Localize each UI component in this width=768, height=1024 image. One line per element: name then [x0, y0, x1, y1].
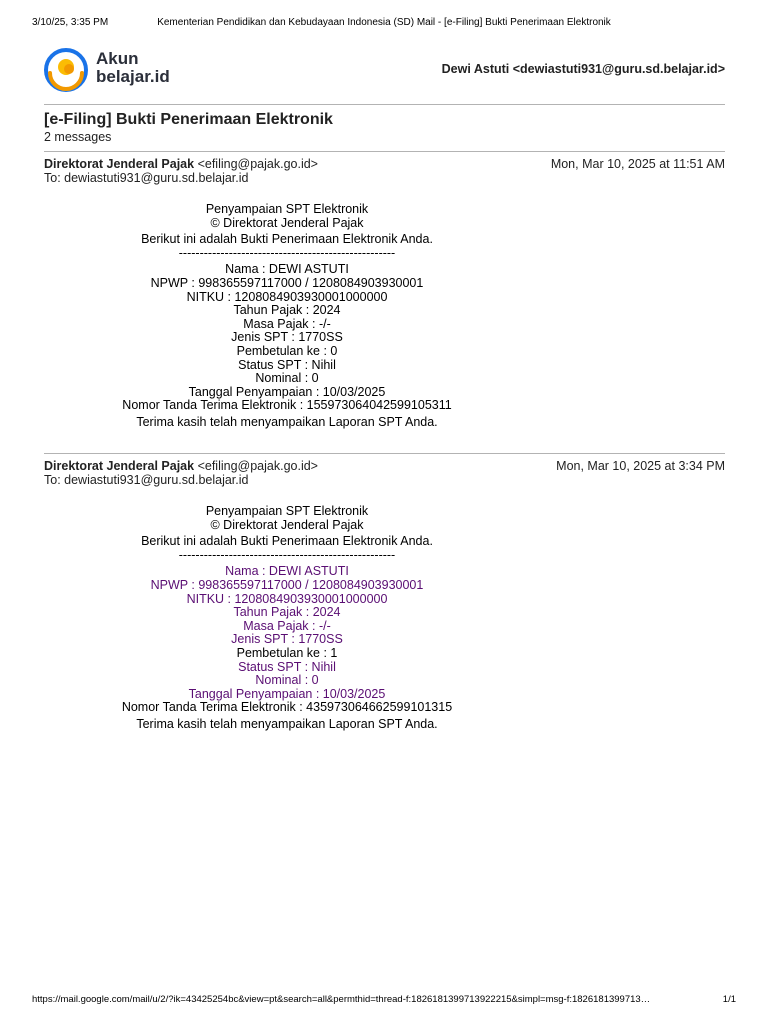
body-thanks: Terima kasih telah menyampaikan Laporan SPT Anda. [136, 414, 438, 429]
recipient: To: dewiastuti931@guru.sd.belajar.id [44, 171, 249, 185]
akun-belajar-logo [43, 47, 243, 93]
field-masa-pajak: Masa Pajak : -/- [243, 316, 331, 331]
field-pembetulan: Pembetulan ke : 0 [236, 343, 338, 358]
logo-line1: Akun [96, 49, 139, 68]
field-jenis-spt: Jenis SPT : 1770SS [231, 632, 343, 647]
sender [44, 459, 318, 474]
field-status-spt: Status SPT : Nihil [238, 357, 336, 372]
field-tanggal: Tanggal Penyampaian : 10/03/2025 [188, 384, 386, 399]
field-nominal: Nominal : 0 [255, 371, 319, 386]
body-heading: Penyampaian SPT Elektronik [205, 202, 369, 216]
message-body [44, 505, 530, 732]
divider [44, 453, 725, 454]
divider [44, 104, 725, 105]
field-jenis-spt: Jenis SPT : 1770SS [231, 330, 343, 345]
sender-email: <efiling@pajak.go.id> [197, 157, 318, 171]
body-intro: Berikut ini adalah Bukti Penerimaan Elektronik Anda. [141, 534, 433, 549]
field-tahun-pajak: Tahun Pajak : 2024 [233, 605, 341, 620]
logo-line2: belajar.id [96, 67, 170, 86]
field-npwp: NPWP : 998365597117000 / 1208084903930001 [150, 577, 424, 592]
field-nomor-tanda-terima: Nomor Tanda Terima Elektronik : 155973064042599105311 [122, 398, 452, 413]
body-thanks: Terima kasih telah menyampaikan Laporan SPT Anda. [136, 716, 438, 731]
print-header [32, 16, 736, 30]
message [44, 459, 725, 749]
body-copyright: © Direktorat Jenderal Pajak [210, 215, 364, 230]
field-nitku: NITKU : 1208084903930001000000 [186, 289, 388, 304]
field-nama: Nama : DEWI ASTUTI [225, 262, 349, 277]
thread-subject: [e-Filing] Bukti Penerimaan Elektronik [44, 111, 333, 128]
recipient: To: dewiastuti931@guru.sd.belajar.id [44, 473, 249, 487]
body-heading: Penyampaian SPT Elektronik [205, 504, 369, 518]
field-nitku: NITKU : 1208084903930001000000 [186, 591, 388, 606]
page-number: 1/1 [722, 994, 736, 1005]
message-date: Mon, Mar 10, 2025 at 3:34 PM [556, 459, 725, 473]
body-divider: ---------------------------------------------------- [178, 547, 396, 562]
field-nama: Nama : DEWI ASTUTI [225, 564, 349, 579]
field-masa-pajak: Masa Pajak : -/- [243, 618, 331, 633]
print-url: https://mail.google.com/mail/u/2/?ik=43425254bc&view=pt&search=all&permthid=thread-f:1826181399713922215&simpl=msg-f:1826181399713… [32, 994, 651, 1005]
account-name: Dewi Astuti <dewiastuti931@guru.sd.belajar.id> [441, 62, 725, 76]
body-intro: Berikut ini adalah Bukti Penerimaan Elektronik Anda. [141, 232, 433, 247]
print-title: Kementerian Pendidikan dan Kebudayaan Indonesia (SD) Mail - [e-Filing] Bukti Penerimaan Elektronik [157, 17, 611, 28]
message-count: 2 messages [44, 130, 112, 144]
print-datetime: 3/10/25, 3:35 PM [32, 17, 109, 28]
field-pembetulan: Pembetulan ke : 1 [236, 645, 338, 660]
sender [44, 157, 318, 172]
field-nomor-tanda-terima: Nomor Tanda Terima Elektronik : 435973064662599101315 [121, 700, 453, 715]
field-status-spt: Status SPT : Nihil [238, 659, 336, 674]
message-body [44, 203, 530, 430]
message [44, 157, 725, 447]
field-tanggal: Tanggal Penyampaian : 10/03/2025 [188, 686, 386, 701]
divider [44, 151, 725, 152]
sender-email: <efiling@pajak.go.id> [197, 459, 318, 473]
field-tahun-pajak: Tahun Pajak : 2024 [233, 303, 341, 318]
logo-circle-icon [43, 47, 89, 93]
message-date: Mon, Mar 10, 2025 at 11:51 AM [550, 157, 725, 171]
logo-text [96, 50, 170, 86]
field-npwp: NPWP : 998365597117000 / 1208084903930001 [150, 275, 424, 290]
body-divider: ---------------------------------------------------- [178, 245, 396, 260]
sender-name: Direktorat Jenderal Pajak [44, 157, 195, 171]
sender-name: Direktorat Jenderal Pajak [44, 459, 195, 473]
body-copyright: © Direktorat Jenderal Pajak [210, 517, 364, 532]
field-nominal: Nominal : 0 [255, 673, 319, 688]
